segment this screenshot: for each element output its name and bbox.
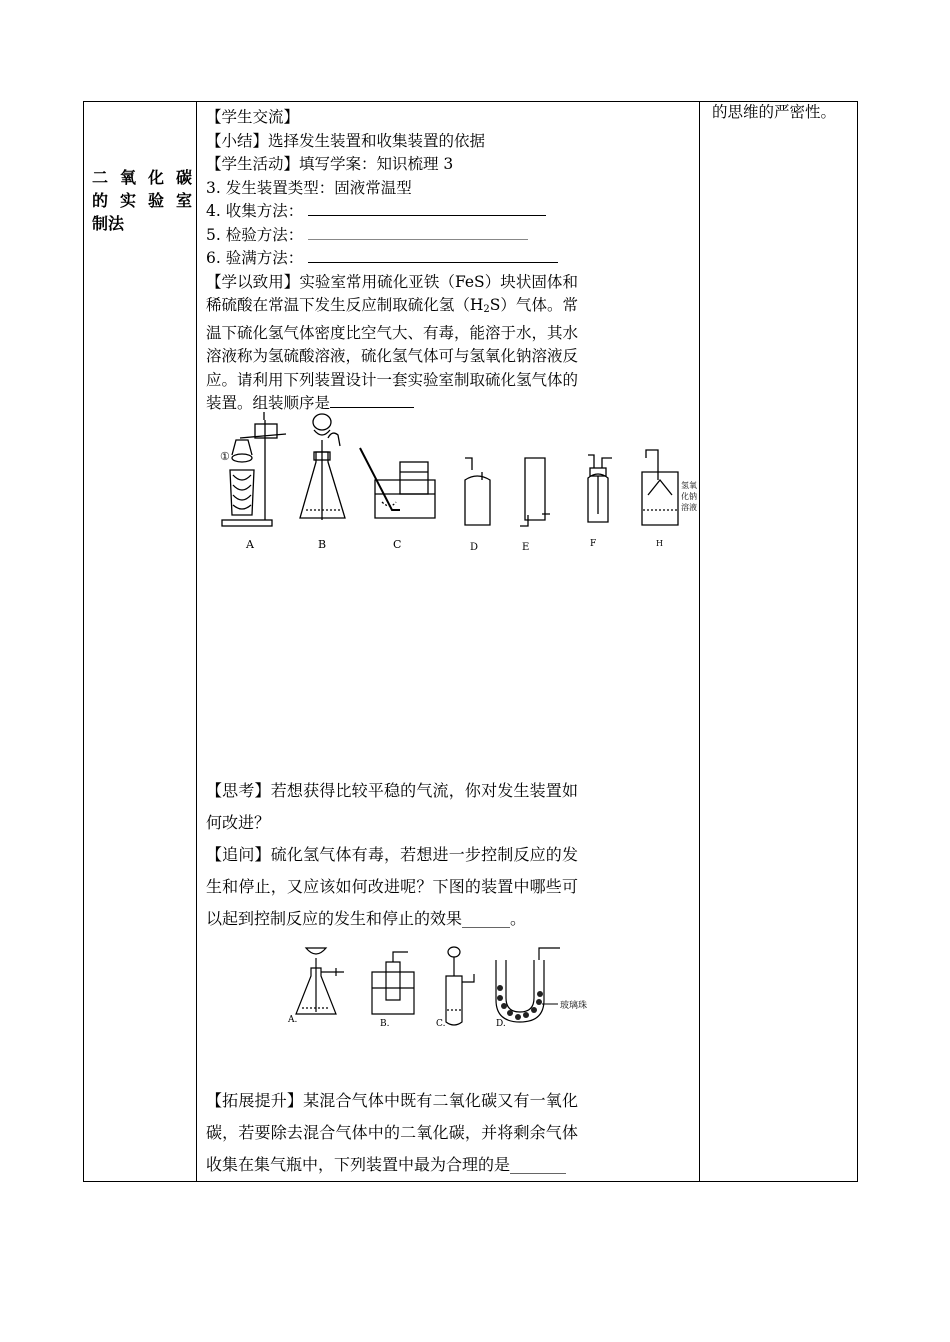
test-label: 5. 检验方法： (206, 225, 304, 244)
column-divider (699, 102, 700, 1181)
fig1-label-c: C (393, 538, 402, 551)
section-title (92, 166, 192, 235)
ext-blank: _______ (510, 1155, 567, 1174)
think-head: 【思考】 (206, 781, 271, 800)
ask-head: 【追问】 (206, 845, 271, 864)
glass-beads (497, 985, 543, 1020)
line-student-exchange: 【学生交流】 (206, 108, 300, 126)
bead-label: 玻璃珠 (560, 1001, 588, 1011)
right-note: 的思维的严密性。 (712, 103, 837, 121)
apply-head: 【学以致用】 (206, 272, 300, 291)
think-section (206, 775, 578, 935)
ask-blank: ______ (462, 909, 511, 928)
think-text: 若想获得比较平稳的气流，你对发生装置如何改进？ (206, 781, 578, 832)
ask-text: 硫化氢气体有毒，若想进一步控制反应的发生和停止，又应该如何改进呢？下图的装置中哪些可以起到控制反应的发生和停止的效果 (206, 845, 578, 928)
collect-blank (308, 201, 546, 216)
collect-label: 4. 收集方法： (206, 202, 304, 220)
line-summary: 【小结】选择发生装置和收集装置的依据 (206, 131, 486, 150)
apply-text-1: 实验室常用硫化亚铁（FeS）块状固体和稀硫酸在常温下发生反应制取硫化氢（H (206, 272, 578, 314)
section-title-line: 二 氧 化 碳 (92, 168, 192, 187)
full-blank (308, 248, 558, 263)
section-title-line: 制法 (92, 214, 125, 233)
extension-section (206, 1085, 578, 1181)
fig2-label-d: D. (496, 1019, 506, 1029)
line-student-activity: 【学生活动】填写学案：知识梳理 3 (206, 155, 454, 173)
ask-paragraph (206, 839, 578, 935)
fig2-label-a: A. (288, 1015, 298, 1025)
test-blank (308, 225, 528, 240)
fig1-label-h: H (656, 539, 663, 548)
content-table (83, 101, 858, 1182)
fig1-label-f: F (590, 539, 597, 549)
apply-subscript: 2 (483, 304, 490, 315)
fig1-label-d: D (470, 542, 479, 553)
circle-label: ① (220, 450, 230, 463)
naoh-label-line: 溶液 (681, 503, 697, 512)
fig1-label-b: B (318, 538, 327, 551)
line-test-method (206, 224, 578, 248)
line-full-method (206, 247, 578, 271)
ext-head: 【拓展提升】 (206, 1091, 304, 1110)
fig2-label-b: B. (380, 1019, 390, 1029)
ask-end: 。 (510, 909, 527, 928)
full-label: 6. 验满方法： (206, 249, 304, 267)
order-blank (330, 393, 414, 408)
column-divider (196, 102, 197, 1181)
section-title-line: 的 实 验 室 (92, 191, 192, 210)
line-collect-method (206, 200, 578, 224)
apparatus-figure (220, 410, 697, 555)
think-paragraph (206, 775, 578, 839)
extension-paragraph (206, 1085, 578, 1181)
fig1-label-a: A (246, 538, 254, 551)
apply-text-2: S）气体。常温下硫化氢气体密度比空气大、有毒，能溶于水，其水溶液称为氢硫酸溶液，硫化氢气体可与氢氧化钠溶液反应。请利用下列装置设计一套实验室制取硫化氢气体的装置。组装顺序是 (206, 296, 579, 412)
main-content (206, 106, 578, 416)
fig2-label-c: C. (436, 1019, 446, 1029)
control-apparatus-figure (284, 940, 588, 1030)
fig1-label-e: E (522, 542, 530, 553)
apply-paragraph (206, 271, 578, 416)
naoh-label-line: 氢氧 (681, 481, 697, 490)
line-generator-type: 3. 发生装置类型：固液常温型 (206, 178, 412, 197)
naoh-label-line: 化钠 (681, 492, 697, 501)
ext-text: 某混合气体中既有二氧化碳又有一氧化碳，若要除去混合气体中的二氧化碳，并将剩余气体收集在集气瓶中，下列装置中最为合理的是 (206, 1091, 578, 1174)
